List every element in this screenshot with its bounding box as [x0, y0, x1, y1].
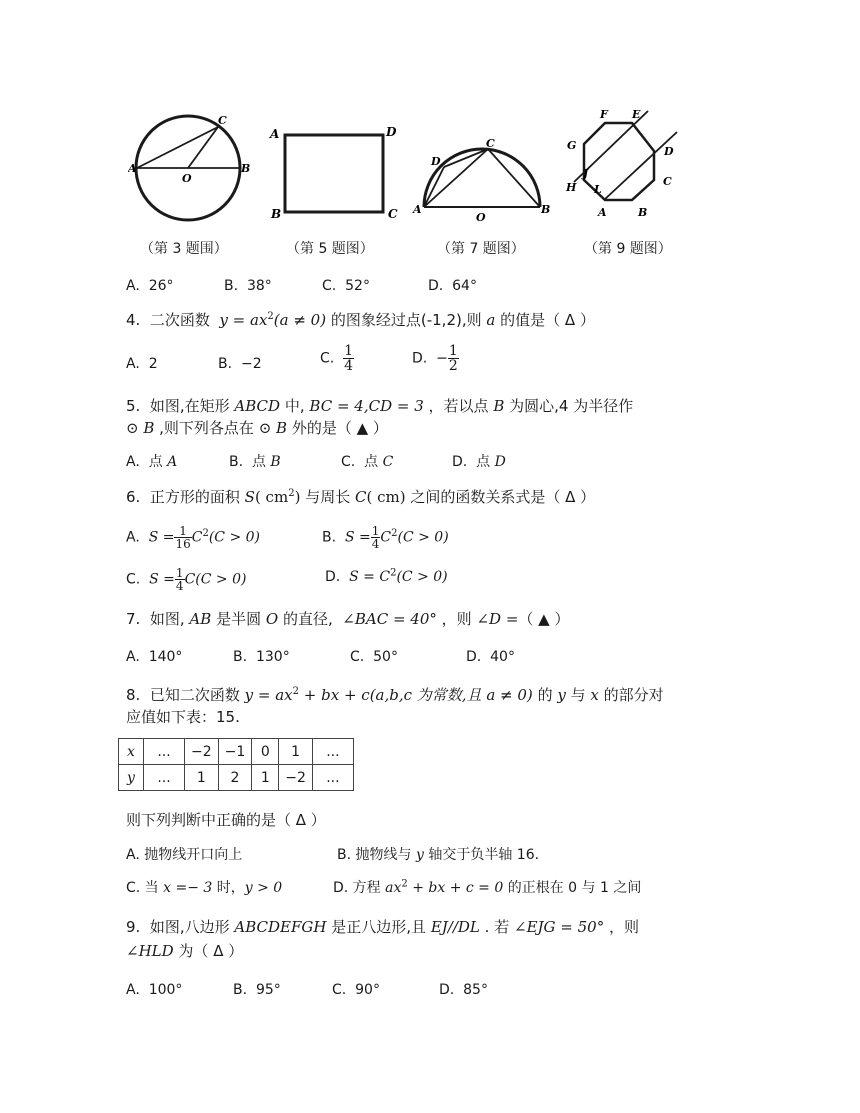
label-C: C [388, 207, 398, 221]
q9-option-a: A. 100° [126, 982, 183, 998]
q8-option-b: B. 抛物线与 y 轴交于负半轴 16. [337, 847, 540, 863]
table-cell: ... [144, 739, 185, 765]
q9-stem-line1: 9. 如图,八边形 ABCDEFGH 是正八边形,且 EJ//DL . 若 ∠EJG = 50° ，则 [126, 918, 640, 936]
label-A: A [598, 206, 607, 219]
table-cell: ... [144, 765, 185, 791]
q3-option-b: B. 38° [224, 278, 272, 294]
table-row [119, 739, 354, 765]
figure-q5-rectangle [268, 120, 403, 225]
table-cell: ... [312, 739, 353, 765]
label-G: G [567, 139, 577, 152]
caption-fig9: （第 9 题图） [584, 241, 672, 257]
label-A: A [413, 203, 422, 216]
table-cell: 1 [279, 739, 313, 765]
label-O: O [476, 211, 486, 224]
figure-q9-octagon [560, 104, 685, 224]
table-cell: 1 [252, 765, 279, 791]
q5-stem-line2: ⊙ B ,则下列各点在 ⊙ B 外的是（ ▲ ） [126, 419, 388, 437]
q8-stem-line2: 应值如下表：15. [126, 708, 240, 726]
q8-option-d: D. 方程 $ax^2$ + bx + c = 0 的正根在 0 与 1 之间 [333, 878, 642, 896]
table-cell: −2 [279, 765, 313, 791]
q4-stem: 4. 二次函数 $y = ax^2(a \ne 0)$ 的图象经过点(-1,2),则 a 的值是（ Δ ） [126, 311, 595, 329]
q4-option-a: A. 2 [126, 356, 158, 372]
table-cell: −1 [218, 739, 252, 765]
q6-option-c: C. S = $\frac{1}{4}$ C(C > 0) [126, 566, 247, 593]
q6-option-d: D. $S = C^2(C > 0)$ [325, 567, 448, 585]
q9-stem-line2: ∠HLD 为（ Δ ） [126, 942, 244, 960]
label-C: C [663, 175, 672, 188]
label-B: B [241, 162, 251, 175]
label-A: A [128, 162, 137, 175]
figure-q7-semicircle [410, 135, 550, 225]
q7-option-a: A. 140° [126, 649, 183, 665]
q7-stem: 7. 如图, AB 是半圆 O 的直径, ∠BAC = 40° ，则 ∠D =（ ▲ ） [126, 610, 570, 628]
label-B: B [271, 207, 282, 221]
table-row [119, 765, 354, 791]
q9-option-c: C. 90° [332, 982, 380, 998]
label-D: D [664, 145, 674, 158]
q7-option-d: D. 40° [466, 649, 515, 665]
q6-option-a: A. S = $\frac{1}{16}$ $C^2(C > 0)$ [126, 524, 261, 551]
q5-option-c: C. 点 C [341, 454, 394, 470]
label-B: B [638, 206, 648, 219]
label-E: E [632, 108, 641, 121]
table-cell: 2 [218, 765, 252, 791]
q4-option-b: B. −2 [218, 356, 262, 372]
table-cell: y [119, 765, 144, 791]
table-cell: −2 [185, 739, 219, 765]
q5-option-d: D. 点 D [452, 454, 506, 470]
table-cell: 1 [185, 765, 219, 791]
q6-stem: 6. 正方形的面积 S( $cm^2$) 与周长 C( cm) 之间的函数关系式是（ Δ ） [126, 488, 596, 506]
q7-option-b: B. 130° [233, 649, 290, 665]
caption-fig5: （第 5 题图） [286, 241, 374, 257]
label-F: F [600, 108, 608, 121]
label-L: L [594, 183, 602, 196]
label-A: A [270, 127, 280, 141]
q4-option-c: C. $\frac{1}{4}$ [320, 343, 354, 374]
q5-stem-line1: 5. 如图,在矩形 ABCD 中, BC = 4,CD = 3 ，若以点 B 为圆心,4 为半径作 [126, 397, 634, 415]
q8-value-table [118, 738, 354, 791]
q8-question: 则下列判断中正确的是（ Δ ） [126, 811, 326, 829]
q3-option-a: A. 26° [126, 278, 174, 294]
caption-fig7: （第 7 题图） [437, 241, 525, 257]
label-O: O [182, 172, 192, 185]
label-C: C [218, 114, 227, 127]
q8-option-a: A. 抛物线开口向上 [126, 847, 243, 863]
label-H: H [566, 181, 577, 194]
q5-option-a: A. 点 A [126, 454, 178, 470]
q3-option-c: C. 52° [322, 278, 370, 294]
q4-option-d: D. − $\frac{1}{2}$ [412, 343, 458, 374]
q8-stem-line1: 8. 已知二次函数 $y = ax^2$ + bx + c(a,b,c 为常数,且 a ≠ 0) 的 y 与 x 的部分对 [126, 686, 664, 704]
label-C: C [486, 137, 495, 150]
q8-option-c: C. 当 x =− 3 时，y > 0 [126, 880, 283, 896]
q6-option-b: B. S = $\frac{1}{4}$ $C^2(C > 0)$ [322, 524, 449, 551]
table-cell: ... [312, 765, 353, 791]
q7-option-c: C. 50° [350, 649, 398, 665]
table-cell: 0 [252, 739, 279, 765]
label-J: J [583, 167, 589, 180]
table-cell: x [119, 739, 144, 765]
q5-option-b: B. 点 B [229, 454, 281, 470]
q9-option-d: D. 85° [439, 982, 488, 998]
label-D: D [431, 155, 441, 168]
q3-option-d: D. 64° [428, 278, 477, 294]
label-B: B [541, 203, 550, 216]
q9-option-b: B. 95° [233, 982, 281, 998]
label-D: D [386, 125, 397, 139]
caption-fig3: （第 3 题围） [140, 241, 228, 257]
figure-q3-circle [128, 108, 258, 228]
